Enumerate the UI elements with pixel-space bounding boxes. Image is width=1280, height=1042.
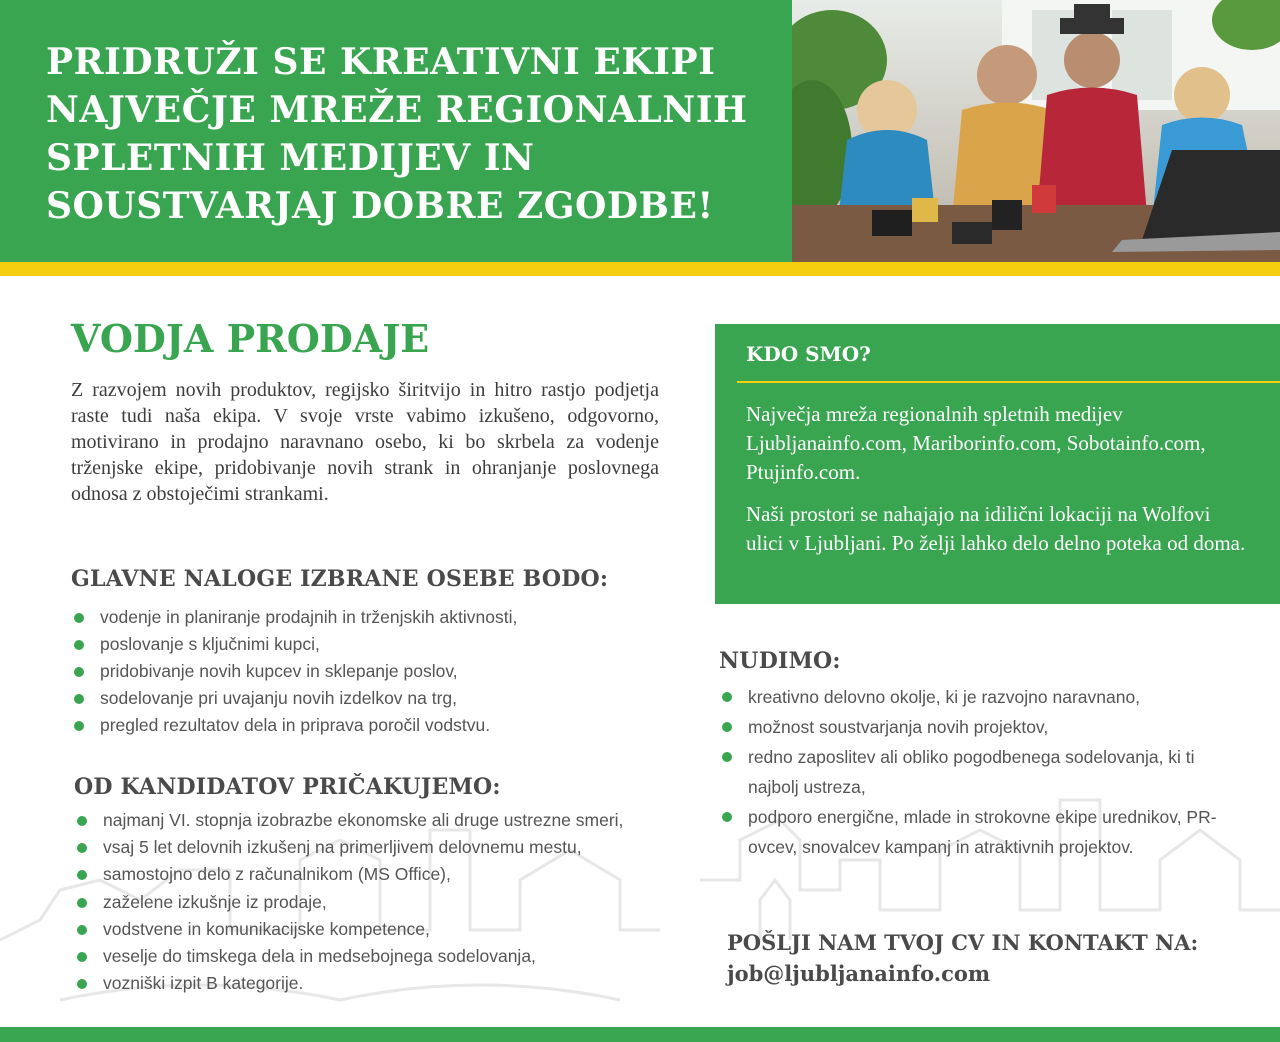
list-item-text: sodelovanje pri uvajanju novih izdelkov na trg,: [100, 688, 458, 708]
list-item: [721, 712, 1231, 742]
bullet-icon: [77, 952, 87, 962]
list-item-text: poslovanje s ključnimi kupci,: [100, 634, 320, 654]
bullet-icon: [722, 812, 732, 822]
list-item-text: kreativno delovno okolje, ki je razvojno naravnano,: [748, 687, 1141, 707]
list-item-text: najmanj VI. stopnja izobrazbe ekonomske ali druge ustrezne smeri,: [103, 810, 624, 830]
contact-heading: POŠLJI NAM TVOJ CV IN KONTAKT NA:: [727, 930, 1199, 955]
list-item-text: redno zaposlitev ali obliko pogodbenega sodelovanja, ki ti najbolj ustreza,: [748, 747, 1195, 797]
team-photo: [792, 0, 1280, 262]
list-item: [76, 862, 676, 889]
bullet-icon: [74, 667, 84, 677]
bullet-icon: [77, 898, 87, 908]
list-item: [73, 713, 673, 740]
header-banner: [0, 0, 792, 262]
list-item: [721, 802, 1231, 862]
list-item: [76, 808, 676, 835]
list-item: [73, 605, 673, 632]
tasks-heading: GLAVNE NALOGE IZBRANE OSEBE BODO:: [71, 566, 609, 592]
list-item: [721, 682, 1231, 712]
list-item: [73, 632, 673, 659]
bullet-icon: [77, 979, 87, 989]
list-item-text: pridobivanje novih kupcev in sklepanje poslov,: [100, 661, 458, 681]
about-heading: KDO SMO?: [746, 342, 871, 366]
offer-list: [721, 682, 1231, 862]
list-item: [76, 944, 676, 971]
yellow-divider: [0, 262, 1280, 276]
bullet-icon: [77, 843, 87, 853]
expectations-heading: OD KANDIDATOV PRIČAKUJEMO:: [74, 774, 501, 800]
bullet-icon: [74, 613, 84, 623]
bullet-icon: [74, 694, 84, 704]
list-item-text: podporo energične, mlade in strokovne ekipe urednikov, PR-ovcev, snovalcev kampanj in atraktivnih projektov.: [748, 807, 1217, 857]
list-item-text: zaželene izkušnje iz prodaje,: [103, 891, 327, 912]
expectations-list: [76, 808, 676, 998]
about-box: [715, 324, 1280, 604]
tasks-list: [73, 605, 673, 740]
job-title: VODJA PRODAJE: [71, 316, 430, 361]
list-item: [76, 917, 676, 944]
list-item: [721, 742, 1231, 802]
list-item-text: samostojno delo z računalnikom (MS Office),: [103, 864, 451, 885]
list-item: [76, 971, 676, 998]
about-divider: [737, 381, 1280, 383]
team-photo-illustration: [792, 0, 1280, 262]
job-intro: Z razvojem novih produktov, regijsko širitvijo in hitro rastjo podjetja raste tudi naša ekipa. V svoje vrste vabimo izkušeno, odgovorno, motivirano in prodajno naravnano osebo, ki bo skrbela za vodenje trženjske ekipe, pridobivanje novih strank in ohranjanje poslovnega odnosa z obstoječimi strankami.: [71, 379, 659, 505]
bullet-icon: [77, 925, 87, 935]
bullet-icon: [722, 752, 732, 762]
bullet-icon: [722, 692, 732, 702]
about-paragraph-1: Največja mreža regionalnih spletnih medijev Ljubljanainfo.com, Mariborinfo.com, Sobotainfo.com, Ptujinfo.com.: [746, 402, 1206, 484]
contact-email[interactable]: job@ljubljanainfo.com: [727, 961, 991, 986]
list-item: [76, 890, 676, 917]
bullet-icon: [77, 816, 87, 826]
bullet-icon: [722, 722, 732, 732]
list-item-text: vodstvene in komunikacijske kompetence,: [103, 918, 430, 939]
about-paragraph-2: Naši prostori se nahajajo na idilični lokaciji na Wolfovi ulici v Ljubljani. Po želji lahko delo delno poteka od doma.: [746, 502, 1246, 555]
list-item-text: veselje do timskega dela in medsebojnega sodelovanja,: [103, 945, 536, 966]
list-item-text: pregled rezultatov dela in priprava poročil vodstvu.: [100, 715, 491, 735]
header-title: PRIDRUŽI SE KREATIVNI EKIPI NAJVEČJE MREŽE REGIONALNIH SPLETNIH MEDIJEV IN SOUSTVARJAJ DOBRE ZGODBE!: [46, 41, 748, 227]
bullet-icon: [77, 870, 87, 880]
list-item: [76, 835, 676, 862]
list-item-text: možnost soustvarjanja novih projektov,: [748, 717, 1049, 737]
offer-heading: NUDIMO:: [719, 648, 841, 674]
list-item-text: vodenje in planiranje prodajnih in trženjskih aktivnosti,: [100, 607, 518, 627]
list-item-text: vsaj 5 let delovnih izkušenj na primerljivem delovnemu mestu,: [103, 837, 582, 858]
list-item: [73, 659, 673, 686]
bullet-icon: [74, 721, 84, 731]
list-item: [73, 686, 673, 713]
footer-bar: [0, 1027, 1280, 1042]
list-item-text: vozniški izpit B kategorije.: [103, 973, 304, 994]
bullet-icon: [74, 640, 84, 650]
